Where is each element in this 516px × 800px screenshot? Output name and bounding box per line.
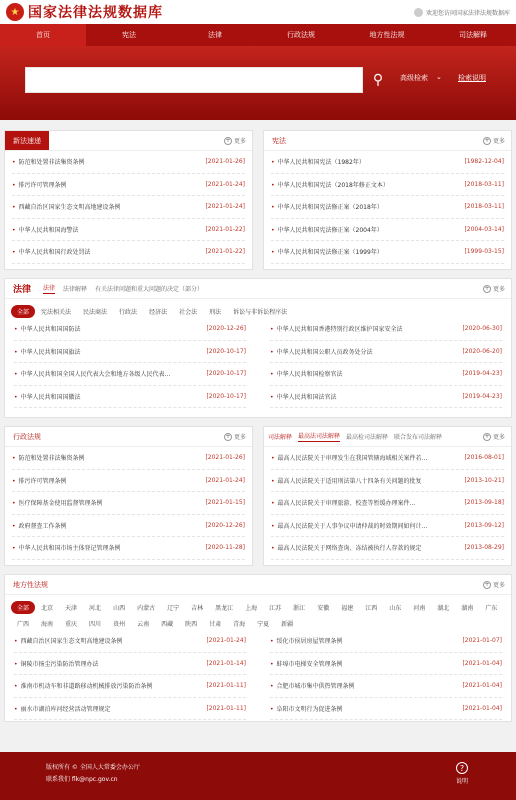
question-icon: ?	[456, 762, 468, 774]
filter-tag[interactable]: 江西	[365, 605, 378, 612]
item-date: [2019-04-23]	[462, 370, 502, 378]
plus-icon: +	[484, 580, 490, 588]
nav-admin-regulations[interactable]: 行政法规	[287, 31, 315, 39]
constitution-list	[264, 151, 511, 264]
filter-tag[interactable]: 重庆	[65, 621, 78, 628]
item-title: • 中华人民共和国国旗法	[14, 347, 202, 356]
latest-list	[5, 151, 252, 264]
item-date: [2013-09-12]	[464, 521, 504, 529]
filter-tag[interactable]: 广西	[17, 621, 30, 628]
list-item[interactable]	[271, 447, 504, 470]
filter-tag[interactable]: 行政法	[119, 309, 138, 316]
panel-local-title: 地方性法规	[13, 580, 48, 589]
item-date: [2019-04-23]	[462, 392, 502, 400]
search-help-link[interactable]: 检索说明	[458, 74, 486, 82]
filter-tag[interactable]: 浙江	[293, 605, 306, 612]
item-title: • 中华人民共和国宪法修正案（1999年）	[271, 247, 460, 256]
item-date: [1999-03-15]	[464, 248, 504, 256]
item-date: [2013-09-18]	[464, 499, 504, 507]
list-item[interactable]	[270, 318, 502, 341]
plus-icon: +	[225, 136, 231, 144]
item-date: [2016-08-01]	[464, 454, 504, 462]
item-title: • 最高人民法院关于审理旅游、校查等暂缓办理案件...	[271, 498, 460, 507]
item-date: [2021-01-26]	[205, 158, 245, 166]
filter-tag[interactable]: 刑法	[209, 309, 222, 316]
panel-admin-title: 行政法规	[13, 432, 41, 441]
filter-tag[interactable]: 安徽	[317, 605, 330, 612]
search-button[interactable]	[367, 67, 389, 93]
tab-law-decisions[interactable]: 有关法律问题和重大问题的决定（部分）	[95, 286, 204, 293]
globe-icon	[414, 8, 423, 17]
item-title: • 排污许可管理条例	[12, 180, 201, 189]
item-date: [2020-06-30]	[462, 325, 502, 333]
list-item[interactable]	[12, 241, 245, 264]
item-title: • 中华人民共和国全国人民代表大会和地方各级人民代表...	[14, 369, 202, 378]
more-link[interactable]: + 更多	[484, 136, 505, 145]
filter-tag[interactable]: 天津	[65, 605, 78, 612]
panel-law	[4, 278, 512, 418]
item-date: [2021-01-14]	[206, 659, 246, 667]
item-date: [2013-10-21]	[464, 476, 504, 484]
footer-help[interactable]	[456, 762, 468, 785]
item-date: [2021-01-24]	[205, 476, 245, 484]
more-link[interactable]: + 更多	[484, 432, 505, 441]
item-title: • 丽水市湖泊库河经营活动管理规定	[14, 704, 202, 713]
item-date: [2021-01-24]	[206, 637, 246, 645]
nav-judicial-interpretation[interactable]: 司法解释	[459, 31, 487, 39]
filter-tag[interactable]: 诉讼与非诉讼程序法	[233, 309, 288, 316]
item-date: [2021-01-07]	[462, 637, 502, 645]
filter-tag[interactable]: 北京	[41, 605, 54, 612]
list-item[interactable]	[12, 537, 245, 560]
law-list-left	[7, 318, 253, 408]
law-tabs	[39, 279, 483, 298]
tab-supreme-procuratorate[interactable]: 最高检司法解释	[346, 434, 389, 441]
list-item[interactable]	[270, 386, 502, 409]
list-item[interactable]	[271, 219, 504, 242]
list-item[interactable]	[12, 515, 245, 538]
item-title: • 最高人民法院关于适用刑法第八十四条有关问题的批复	[271, 476, 460, 485]
search-banner	[0, 46, 516, 120]
advanced-search-label: 高级检索	[400, 74, 428, 82]
item-title: • 阜阳市文明行为促进条例	[270, 704, 458, 713]
list-item[interactable]	[270, 341, 502, 364]
item-date: [2020-12-26]	[206, 325, 246, 333]
list-item[interactable]	[12, 447, 245, 470]
tab-law-interpretation[interactable]: 法律解释	[63, 286, 88, 293]
list-item[interactable]	[271, 241, 504, 264]
list-item[interactable]	[14, 318, 246, 341]
filter-tag[interactable]: 河北	[89, 605, 102, 612]
filter-tag[interactable]: 上海	[245, 605, 258, 612]
footer-contact[interactable]: 联系我们 flk@npc.gov.cn	[46, 776, 118, 783]
plus-icon: +	[225, 432, 231, 440]
local-list-left	[7, 630, 253, 720]
filter-tag[interactable]: 西藏	[161, 621, 174, 628]
item-date: [2020-12-26]	[205, 521, 245, 529]
tab-supreme-court[interactable]: 最高法司法解释	[298, 433, 341, 440]
list-item[interactable]	[271, 492, 504, 515]
item-date: [2018-03-11]	[464, 180, 504, 188]
list-item[interactable]	[271, 470, 504, 493]
item-title: • 中华人民共和国检察官法	[270, 369, 458, 378]
filter-tag[interactable]: 辽宁	[167, 605, 180, 612]
list-item[interactable]	[12, 492, 245, 515]
item-title: • 中华人民共和国宪法（2018年修正文本）	[271, 180, 460, 189]
item-date: [2021-01-22]	[205, 225, 245, 233]
panel-local-regulations	[4, 574, 512, 722]
item-date: [2021-01-15]	[205, 499, 245, 507]
welcome-bar	[414, 8, 510, 17]
item-title: • 中华人民共和国法官法	[270, 392, 458, 401]
filter-tag[interactable]: 四川	[89, 621, 102, 628]
item-date: [2021-01-24]	[205, 203, 245, 211]
item-date: [2020-06-20]	[462, 347, 502, 355]
item-title: • 排污许可管理条例	[12, 476, 201, 485]
item-date: [2021-01-11]	[206, 704, 246, 712]
item-date: [2021-01-22]	[205, 248, 245, 256]
list-item[interactable]	[270, 675, 502, 698]
plus-icon: +	[484, 284, 490, 292]
filter-tag[interactable]: 经济法	[149, 309, 168, 316]
footer-copyright: 版权所有 © 全国人大常委会办公厅	[46, 764, 140, 771]
tab-judicial[interactable]: 司法解释	[268, 434, 293, 441]
tab-joint[interactable]: 联合发布司法解释	[394, 434, 443, 441]
more-link[interactable]: + 更多	[484, 284, 505, 293]
admin-list	[5, 447, 252, 560]
plus-icon: +	[484, 432, 490, 440]
list-item[interactable]	[14, 698, 246, 721]
more-link[interactable]: + 更多	[225, 136, 246, 145]
advanced-search-toggle[interactable]	[400, 73, 442, 83]
list-item[interactable]	[14, 341, 246, 364]
item-title: • 政府督查工作条例	[12, 521, 201, 530]
filter-tag[interactable]: 江苏	[269, 605, 282, 612]
list-item[interactable]	[12, 174, 245, 197]
item-title: • 最高人民法院关于人事争议申请仲裁的时效期间如何计...	[271, 521, 460, 530]
item-date: [2013-08-29]	[464, 544, 504, 552]
national-emblem-icon: ★	[6, 3, 24, 21]
item-date: [2021-01-04]	[462, 704, 502, 712]
search-icon: ⚲	[372, 72, 384, 88]
filter-tag[interactable]: 湖北	[437, 605, 450, 612]
item-title: • 最高人民法院关于审理发生在我国管辖海域相关案件若...	[271, 453, 460, 462]
item-title: • 西藏自治区国家生态文明高地建设条例	[14, 636, 202, 645]
panel-latest-title: 新法速递	[5, 131, 49, 150]
filter-tag[interactable]: 福建	[341, 605, 354, 612]
filter-tag[interactable]: 社会法	[179, 309, 198, 316]
item-title: • 中华人民共和国国徽法	[14, 392, 202, 401]
tab-law[interactable]: 法律	[43, 285, 56, 292]
filter-tag[interactable]: 湖南	[461, 605, 474, 612]
item-title: • 绥化市侯居房屋管理条例	[270, 636, 458, 645]
filter-tag[interactable]: 新疆	[281, 621, 294, 628]
filter-tag[interactable]: 山东	[389, 605, 402, 612]
filter-tag[interactable]: 全部	[11, 601, 35, 614]
law-list-right	[263, 318, 509, 408]
nav-law[interactable]: 法律	[208, 31, 222, 39]
more-link[interactable]: + 更多	[484, 580, 505, 589]
list-item[interactable]	[12, 151, 245, 174]
item-title: • 合肥市城市集中供热管理条例	[270, 681, 458, 690]
list-item[interactable]	[270, 653, 502, 676]
item-date: [2004-03-14]	[464, 225, 504, 233]
filter-tag[interactable]: 山西	[113, 605, 126, 612]
item-title: • 蚌埠市电梯安全管理条例	[270, 659, 458, 668]
item-title: • 淮南市机动车和非道路移动机械排放污染防治条例	[14, 681, 202, 690]
item-date: [2021-01-26]	[205, 454, 245, 462]
law-category-filter	[5, 299, 511, 318]
item-title: • 最高人民法院关于网络查询、冻结被执行人存款的规定	[271, 543, 460, 552]
item-date: [2021-01-11]	[206, 682, 246, 690]
list-item[interactable]	[14, 386, 246, 409]
list-item[interactable]	[271, 196, 504, 219]
item-title: • 中华人民共和国国防法	[14, 324, 202, 333]
list-item[interactable]	[271, 537, 504, 560]
item-title: • 中华人民共和国海警法	[12, 225, 201, 234]
item-title: • 西藏自治区国家生态文明高地建设条例	[12, 202, 201, 211]
search-input[interactable]	[25, 67, 363, 93]
item-title: • 中华人民共和国宪法修正案（2018年）	[271, 202, 460, 211]
filter-tag[interactable]: 青海	[233, 621, 246, 628]
item-date: [2018-03-11]	[464, 203, 504, 211]
list-item[interactable]	[12, 470, 245, 493]
item-title: • 中华人民共和国行政处罚法	[12, 247, 201, 256]
panel-judicial	[263, 426, 512, 566]
judicial-tabs	[264, 427, 483, 446]
panel-latest	[4, 130, 253, 270]
list-item[interactable]	[14, 653, 246, 676]
list-item[interactable]	[271, 151, 504, 174]
item-title: • 医疗保障基金使用监督管理条例	[12, 498, 201, 507]
list-item[interactable]	[14, 630, 246, 653]
list-item[interactable]	[14, 363, 246, 386]
item-title: • 中华人民共和国宪法（1982年）	[271, 157, 460, 166]
filter-tag[interactable]: 广东	[485, 605, 498, 612]
filter-tag[interactable]: 云南	[137, 621, 150, 628]
item-date: [2020-10-17]	[206, 370, 246, 378]
plus-icon: +	[484, 136, 490, 144]
nav-home[interactable]: 首页	[0, 24, 86, 46]
filter-tag[interactable]: 民法商法	[83, 309, 108, 316]
filter-tag[interactable]: 海南	[41, 621, 54, 628]
list-item[interactable]	[12, 196, 245, 219]
list-item[interactable]	[12, 219, 245, 242]
item-date: [1982-12-04]	[464, 158, 504, 166]
item-date: [2021-01-04]	[462, 682, 502, 690]
item-title: • 铜陵市扬尘污染防治管理办法	[14, 659, 202, 668]
filter-tag[interactable]: 黑龙江	[215, 605, 234, 612]
nav-local-regulations[interactable]: 地方性法规	[369, 31, 405, 39]
list-item[interactable]	[270, 630, 502, 653]
filter-tag[interactable]: 宪法相关法	[41, 309, 72, 316]
top-bar	[0, 0, 516, 24]
item-title: • 防范和处置非法集资条例	[12, 453, 201, 462]
list-item[interactable]	[14, 675, 246, 698]
panel-law-title: 法律	[13, 285, 32, 295]
item-title: • 中华人民共和国公职人员政务处分法	[270, 347, 458, 356]
list-item[interactable]	[271, 515, 504, 538]
item-title: • 中华人民共和国香港特别行政区维护国家安全法	[270, 324, 458, 333]
panel-constitution-title: 宪法	[272, 136, 286, 145]
panel-admin-regulations	[4, 426, 253, 566]
chevron-down-icon: ⌄	[436, 73, 442, 81]
filter-tag[interactable]: 吉林	[191, 605, 204, 612]
list-item[interactable]	[270, 698, 502, 721]
filter-tag[interactable]: 内蒙古	[137, 605, 156, 612]
nav-constitution[interactable]: 宪法	[122, 31, 136, 39]
local-list-right	[263, 630, 509, 720]
welcome-text: 欢迎您访问国家法律法规数据库	[425, 9, 510, 17]
list-item[interactable]	[271, 174, 504, 197]
judicial-list	[264, 447, 511, 560]
item-date: [2021-01-24]	[205, 180, 245, 188]
item-date: [2020-10-17]	[206, 347, 246, 355]
filter-tag[interactable]: 陕西	[185, 621, 198, 628]
filter-tag[interactable]: 宁夏	[257, 621, 270, 628]
site-title: 国家法律法规数据库	[28, 5, 163, 21]
footer-help-label: 说明	[456, 778, 469, 785]
item-title: • 中华人民共和国市场主体登记管理条例	[12, 543, 201, 552]
list-item[interactable]	[270, 363, 502, 386]
more-link[interactable]: + 更多	[225, 432, 246, 441]
main-nav	[0, 24, 516, 46]
footer	[0, 752, 516, 800]
item-date: [2020-10-17]	[206, 392, 246, 400]
filter-tag[interactable]: 河南	[413, 605, 426, 612]
filter-tag[interactable]: 贵州	[113, 621, 126, 628]
filter-tag[interactable]: 全部	[11, 305, 35, 318]
region-filter	[5, 595, 511, 630]
panel-constitution	[263, 130, 512, 270]
filter-tag[interactable]: 甘肃	[209, 621, 222, 628]
item-title: • 防范和处置非法集资条例	[12, 157, 201, 166]
logo[interactable]	[6, 2, 163, 22]
item-title: • 中华人民共和国宪法修正案（2004年）	[271, 225, 460, 234]
item-date: [2020-11-28]	[205, 544, 245, 552]
item-date: [2021-01-04]	[462, 659, 502, 667]
